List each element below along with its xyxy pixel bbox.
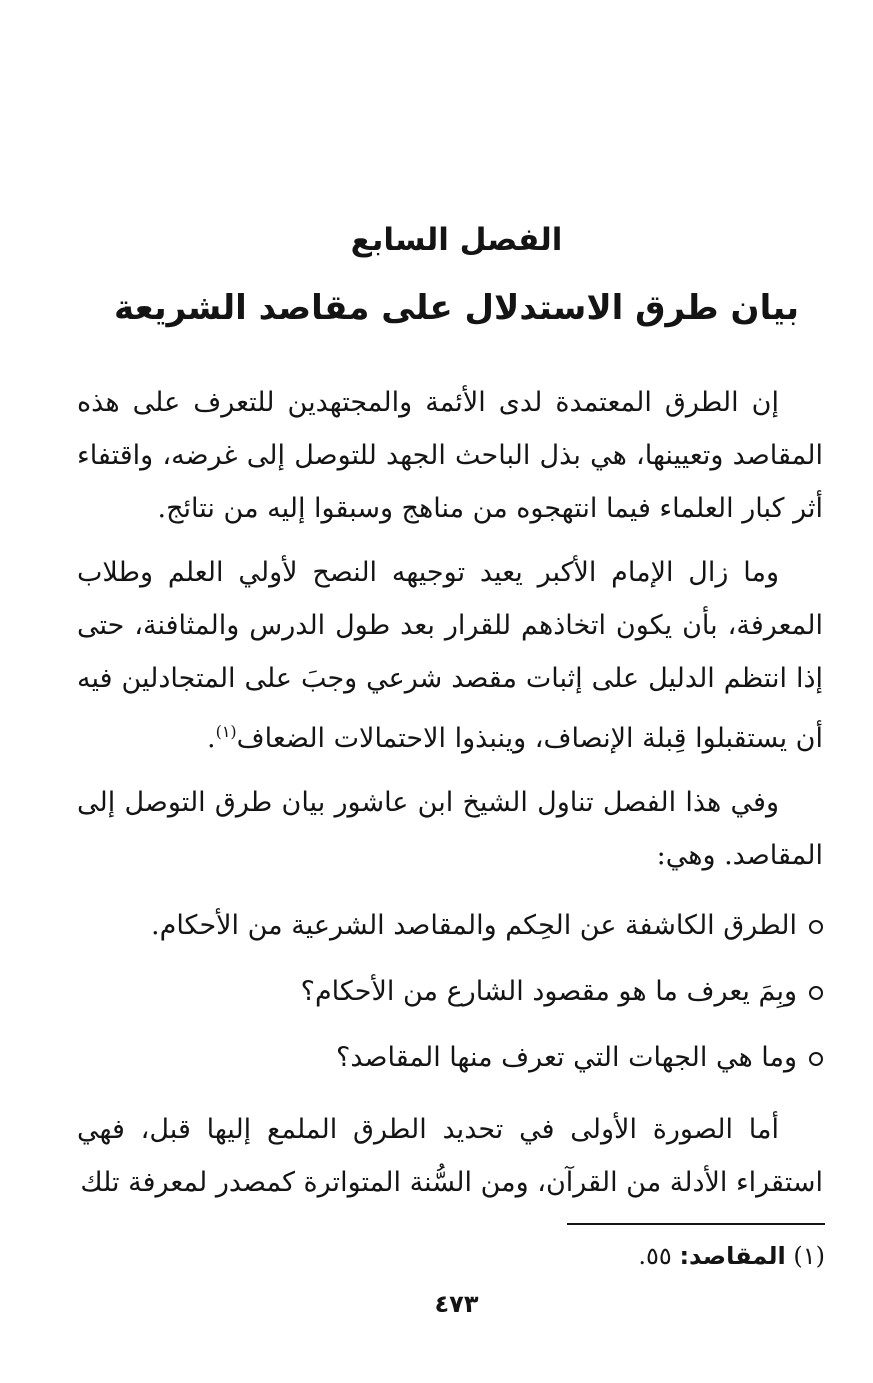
bullet-item — [77, 893, 823, 959]
chapter-heading: الفصل السابع — [350, 222, 563, 258]
footnote-marker: (١) — [215, 722, 237, 741]
paragraph-1: إن الطرق المعتمدة لدى الأئمة والمجتهدين للتعرف على هذه المقاصد وتعيينها، هي بذل الباحث الجهد للتوصل إلى غرضه، واقتفاء أثر كبار العلماء فيما انتهجوه من مناهج وسبقوا إليه من نتائج. — [77, 387, 823, 524]
paragraph-2 — [77, 546, 823, 765]
bullet-item — [77, 1025, 823, 1091]
circle-bullet-icon — [809, 1052, 823, 1066]
bullet-text: وما هي الجهات التي تعرف منها المقاصد؟ — [336, 1042, 797, 1073]
chapter-title: بيان طرق الاستدلال على مقاصد الشريعة — [114, 288, 799, 328]
footnote-divider — [567, 1223, 825, 1225]
paragraph-3: وفي هذا الفصل تناول الشيخ ابن عاشور بيان طرق التوصل إلى المقاصد. وهي: — [77, 787, 823, 871]
body-text — [77, 376, 823, 1220]
paragraph-2-end: . — [206, 723, 216, 754]
paragraph-2-text: وما زال الإمام الأكبر يعيد توجيهه النصح لأولي العلم وطلاب المعرفة، بأن يكون اتخاذهم للقرار بعد طول الدرس والمثافنة، حتى إذا انتظم الدليل على إثبات مقصد شرعي وجبَ على المتجادلين فيه أن يستقبلوا قِبلة الإنصاف، وينبذوا الاحتمالات الضعاف — [77, 557, 823, 754]
bullet-item — [77, 959, 823, 1025]
page-number: ٤٧٣ — [434, 1290, 479, 1318]
footnote — [638, 1242, 825, 1270]
bullet-text: وبِمَ يعرف ما هو مقصود الشارع من الأحكام؟ — [300, 976, 797, 1007]
closing-paragraph: أما الصورة الأولى في تحديد الطرق الملمع إليها قبل، فهي استقراء الأدلة من القرآن، ومن السُّنة المتواترة كمصدر لمعرفة تلك — [77, 1114, 823, 1198]
footnote-label: المقاصد: — [679, 1242, 786, 1270]
circle-bullet-icon — [809, 986, 823, 1000]
footnote-number: (١) — [793, 1242, 825, 1270]
circle-bullet-icon — [809, 920, 823, 934]
footnote-value: ٥٥. — [638, 1242, 672, 1270]
bullet-list — [77, 893, 823, 1091]
bullet-text: الطرق الكاشفة عن الحِكم والمقاصد الشرعية من الأحكام. — [151, 910, 797, 941]
